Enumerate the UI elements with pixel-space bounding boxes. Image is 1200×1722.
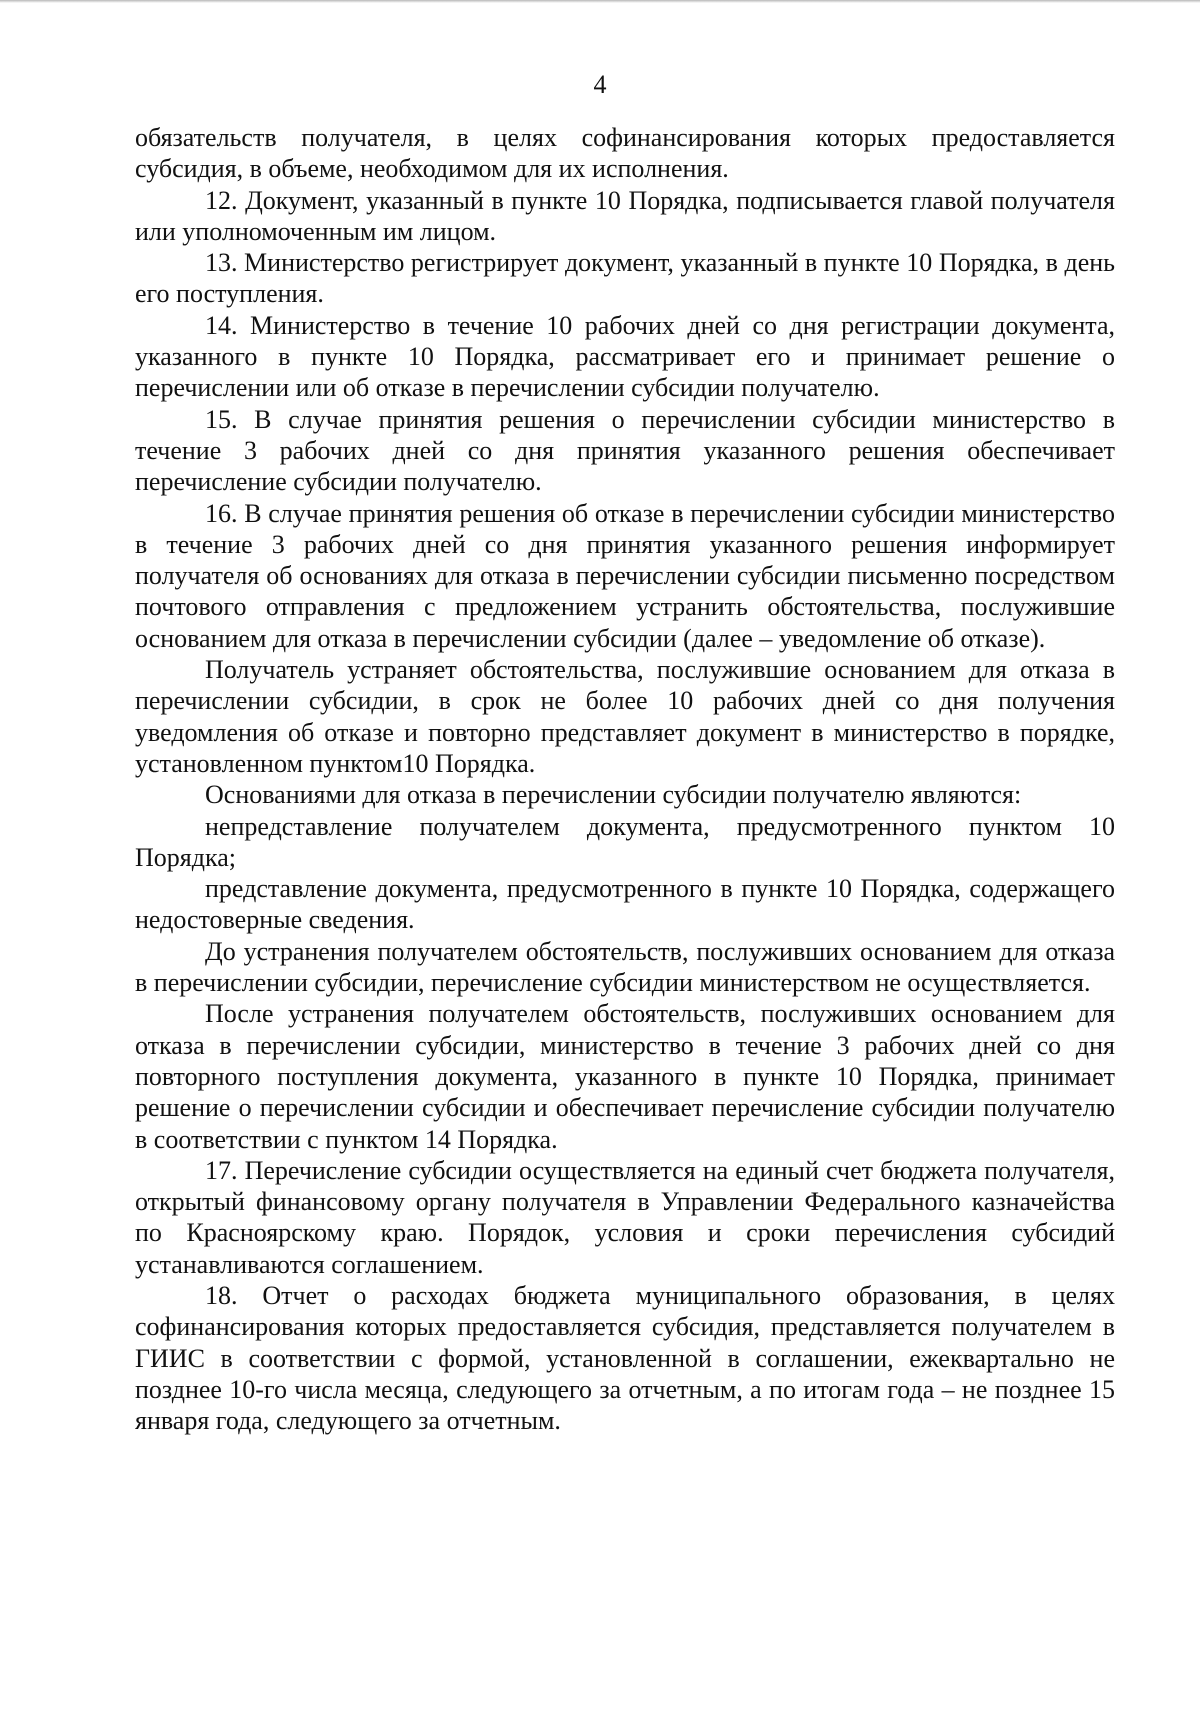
paragraph-ground-false-info: представление документа, предусмотренного в пункте 10 Порядка, содержащего недостоверные сведения. xyxy=(135,874,1115,935)
paragraph-clause-18: 18. Отчет о расходах бюджета муниципального образования, в целях софинансирования которых предоставляется субсидия, представляется получателем в ГИИС в соответствии с формой, установленной в соглашении, ежеквартально не позднее 10-го числа месяца, следующего за отчетным, а по итогам года – не позднее 15 января года, следующего за отчетным. xyxy=(135,1280,1115,1436)
paragraph-after-remedy: После устранения получателем обстоятельств, послуживших основанием для отказа в перечислении субсидии, министерство в течение 3 рабочих дней со дня повторного поступления документа, указанного в пункте 10 Порядка, принимает решение о перечислении субсидии и обеспечивает перечисление субсидии получателю в соответствии с пунктом 14 Порядка. xyxy=(135,999,1115,1154)
paragraph-clause-13: 13. Министерство регистрирует документ, указанный в пункте 10 Порядка, в день его поступления. xyxy=(135,248,1115,309)
paragraph-continuation: обязательств получателя, в целях софинансирования которых предоставляется субсидия, в объеме, необходимом для их исполнения. xyxy=(135,123,1115,184)
paragraph-clause-16: 16. В случае принятия решения об отказе в перечислении субсидии министерство в течение 3 рабочих дней со дня принятия указанного решения информирует получателя об основаниях для отказа в перечислении субсидии письменно посредством почтового отправления с предложением устранить обстоятельства, послужившие основанием для отказа в перечислении субсидии (далее – уведомление об отказе). xyxy=(135,498,1115,653)
paragraph-clause-17: 17. Перечисление субсидии осуществляется на единый счет бюджета получателя, открытый финансовому органу получателя в Управлении Федерального казначейства по Красноярскому краю. Порядок, условия и сроки перечисления субсидий устанавливаются соглашением. xyxy=(135,1155,1115,1279)
paragraph-until-remedy: До устранения получателем обстоятельств, послуживших основанием для отказа в перечислении субсидии, перечисление субсидии министерством не осуществляется. xyxy=(135,936,1115,998)
paragraph-recipient-remedy: Получатель устраняет обстоятельства, послужившие основанием для отказа в перечислении субсидии, в срок не более 10 рабочих дней со дня получения уведомления об отказе и повторно представляет документ в министерство в порядке, установленном пунктом10 Порядка. xyxy=(135,655,1115,778)
paragraph-clause-14: 14. Министерство в течение 10 рабочих дней со дня регистрации документа, указанного в пункте 10 Порядка, рассматривает его и принимает решение о перечислении или об отказе в перечислении субсидии получателю. xyxy=(135,310,1115,403)
paragraph-refusal-grounds: Основаниями для отказа в перечислении субсидии получателю являются: xyxy=(205,780,1022,810)
paragraph-clause-12: 12. Документ, указанный в пункте 10 Порядка, подписывается главой получателя или уполномоченным им лицом. xyxy=(135,185,1115,246)
paragraph-ground-non-submission: непредставление получателем документа, предусмотренного пунктом 10 Порядка; xyxy=(135,811,1115,872)
document-body xyxy=(135,122,1115,1436)
scan-edge xyxy=(0,0,1200,3)
page-number: 4 xyxy=(593,70,607,99)
paragraph-clause-15: 15. В случае принятия решения о перечислении субсидии министерство в течение 3 рабочих дней со дня принятия указанного решения обеспечивает перечисление субсидии получателю. xyxy=(135,404,1115,497)
